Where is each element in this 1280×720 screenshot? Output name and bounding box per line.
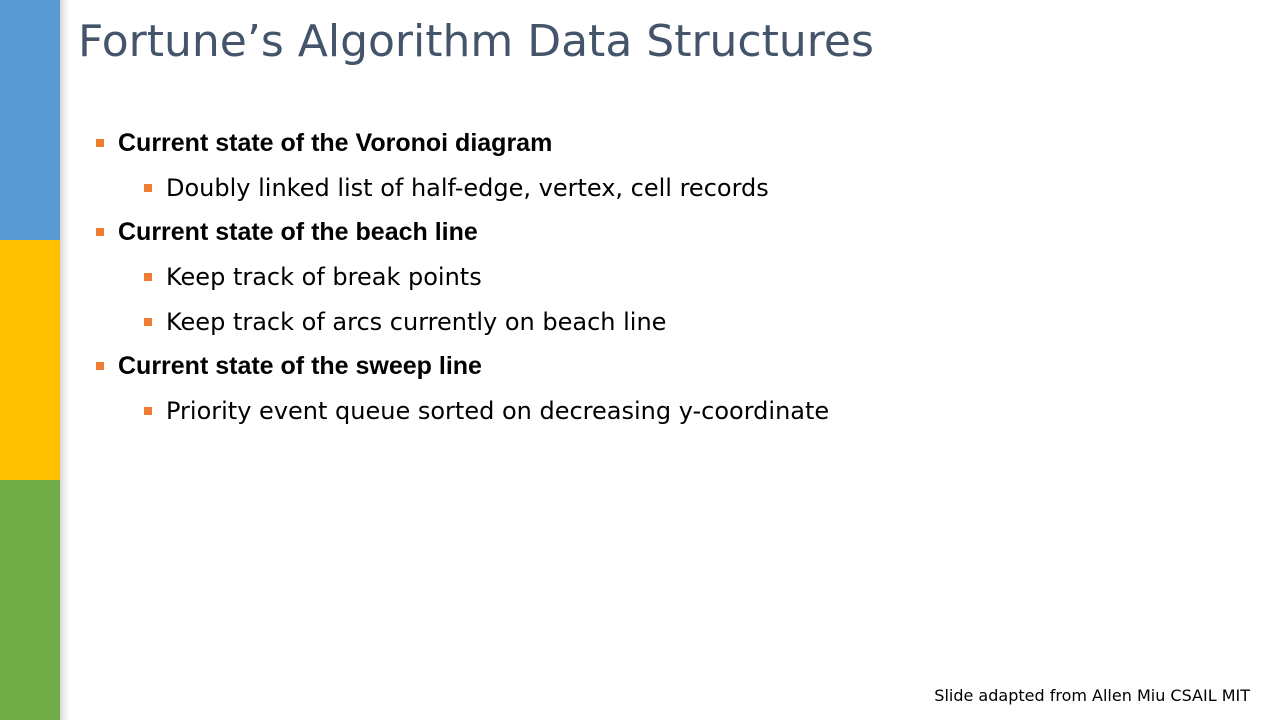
bullet-item [96,344,829,389]
square-bullet-icon [144,273,152,281]
bullet-item [96,121,829,166]
slide-title: Fortune’s Algorithm Data Structures [78,16,874,67]
source-credit: Slide adapted from Allen Miu CSAIL MIT [934,686,1250,705]
sub-bullet-item [96,299,829,344]
sub-bullet-text: Priority event queue sorted on decreasing y-coordinate [166,396,830,425]
sub-bullet-item [96,166,829,211]
accent-bar-green [0,480,60,720]
square-bullet-icon [144,184,152,192]
bullet-item [96,210,829,255]
sub-bullet-item [96,255,829,300]
bullet-text: Current state of the Voronoi diagram [118,128,553,157]
accent-bar-yellow [0,240,60,480]
sub-bullet-text: Keep track of arcs currently on beach line [166,307,667,336]
accent-bar-shadow [60,0,70,720]
square-bullet-icon [96,228,104,236]
bullet-text: Current state of the sweep line [118,351,482,380]
square-bullet-icon [144,407,152,415]
sub-bullet-item [96,389,829,434]
square-bullet-icon [96,362,104,370]
accent-color-bar [0,0,60,720]
bullet-list [96,121,829,433]
sub-bullet-text: Doubly linked list of half-edge, vertex, cell records [166,173,769,202]
bullet-text: Current state of the beach line [118,217,478,246]
sub-bullet-text: Keep track of break points [166,263,482,292]
accent-bar-blue [0,0,60,240]
square-bullet-icon [144,318,152,326]
square-bullet-icon [96,139,104,147]
